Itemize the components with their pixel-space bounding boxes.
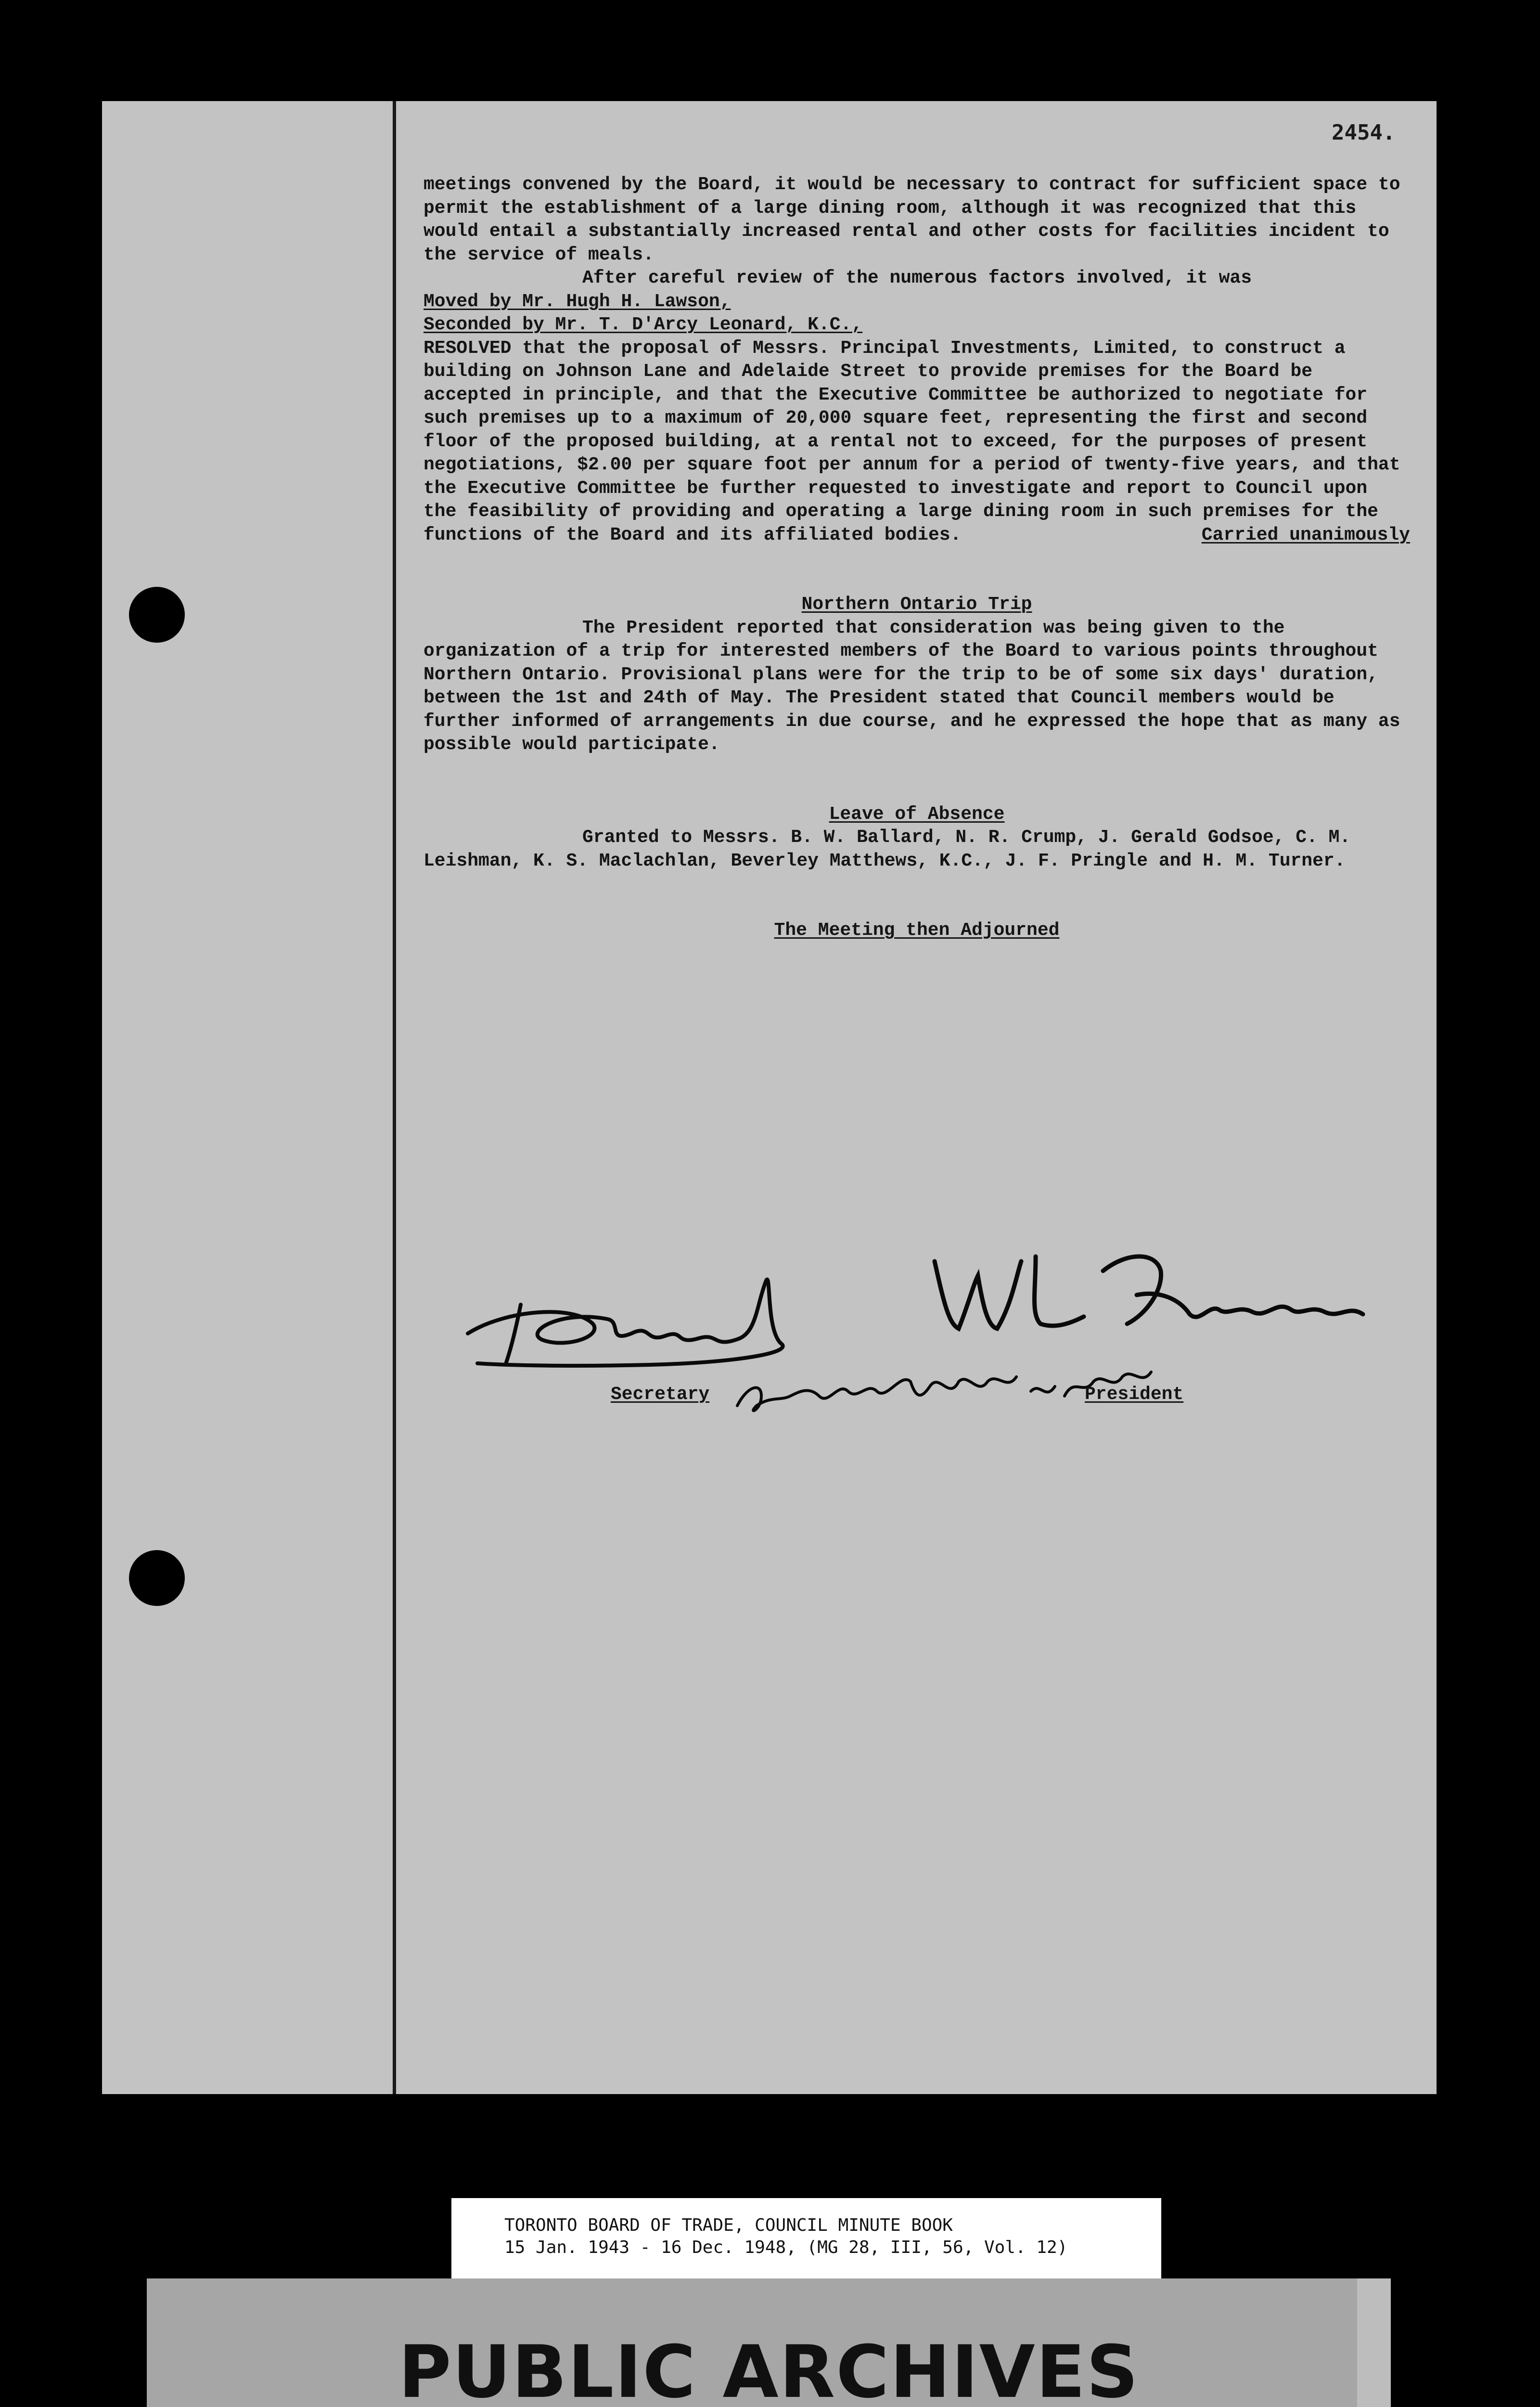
citation-line-1: TORONTO BOARD OF TRADE, COUNCIL MINUTE BOOK <box>504 2215 953 2235</box>
heading-adjourned: The Meeting then Adjourned <box>774 920 1060 941</box>
secretary-label: Secretary <box>611 1384 710 1405</box>
public-archives-stamp <box>147 2278 1391 2407</box>
paragraph-dining-room: meetings convened by the Board, it would be necessary to contract for sufficient space to permit the establishment of a large dining room, although it was recognized that this would entail a substantially increased rental and other costs for facilities incident to the service of meals. <box>424 174 1400 265</box>
paragraph-review: After careful review of the numerous factors involved, it was <box>582 268 1252 288</box>
resolution-block <box>424 337 1410 547</box>
signature-area <box>102 1252 1437 1492</box>
moved-by: Moved by Mr. Hugh H. Lawson, <box>424 291 731 312</box>
resolution-text: RESOLVED that the proposal of Messrs. Principal Investments, Limited, to construct a building on Johnson Lane and Adelaide Street to provide premises for the Board be accepted in principle, and that the Executive Committee be authorized to negotiate for such premises up to a maximum of 20,000 square feet, representing the first and second floor of the proposed building, at a rental not to exceed, for the purposes of present negotiations, $2.00 per square foot per annum for a period of twenty-five years, and that the Executive Committee be further requested to investigate and report to Council upon the feasibility of providing and operating a large dining room in such premises for the functions of the Board and its affiliated bodies. <box>424 337 1400 545</box>
paragraph-leave: Granted to Messrs. B. W. Ballard, N. R. Crump, J. Gerald Godsoe, C. M. Leishman, K. S. Maclachlan, Beverley Matthews, K.C., J. F. Pringle and H. M. Turner. <box>424 827 1351 871</box>
punch-hole-top <box>129 587 185 643</box>
citation-line-2: 15 Jan. 1943 - 16 Dec. 1948, (MG 28, III, 56, Vol. 12) <box>504 2238 1068 2257</box>
president-signature <box>920 1232 1401 1358</box>
citation-label <box>451 2198 1161 2280</box>
heading-leave-of-absence: Leave of Absence <box>829 803 1005 825</box>
margin-rule <box>393 101 396 2094</box>
stamp-edge <box>1357 2278 1391 2407</box>
archives-line-1: PUBLIC ARCHIVES <box>398 2330 1140 2407</box>
minutes-text <box>424 173 1410 943</box>
document-page <box>102 101 1437 2094</box>
heading-northern-ontario-trip: Northern Ontario Trip <box>801 594 1032 615</box>
carried-unanimously: Carried unanimously <box>1201 524 1410 545</box>
punch-hole-bottom <box>129 1550 185 1606</box>
president-label: President <box>1085 1384 1184 1405</box>
paragraph-trip: The President reported that consideration was being given to the organization of a trip for interested members of the Board to various points throughout Northern Ontario. Provisional plans were for the trip to be of some six days' duration, between the 1st and 24th of May. The President stated that Council members would be further informed of arrangements in due course, and he expressed the hope that as many as possible would participate. <box>424 617 1400 755</box>
page-number: 2454. <box>1332 120 1396 145</box>
seconded-by: Seconded by Mr. T. D'Arcy Leonard, K.C., <box>424 314 863 335</box>
